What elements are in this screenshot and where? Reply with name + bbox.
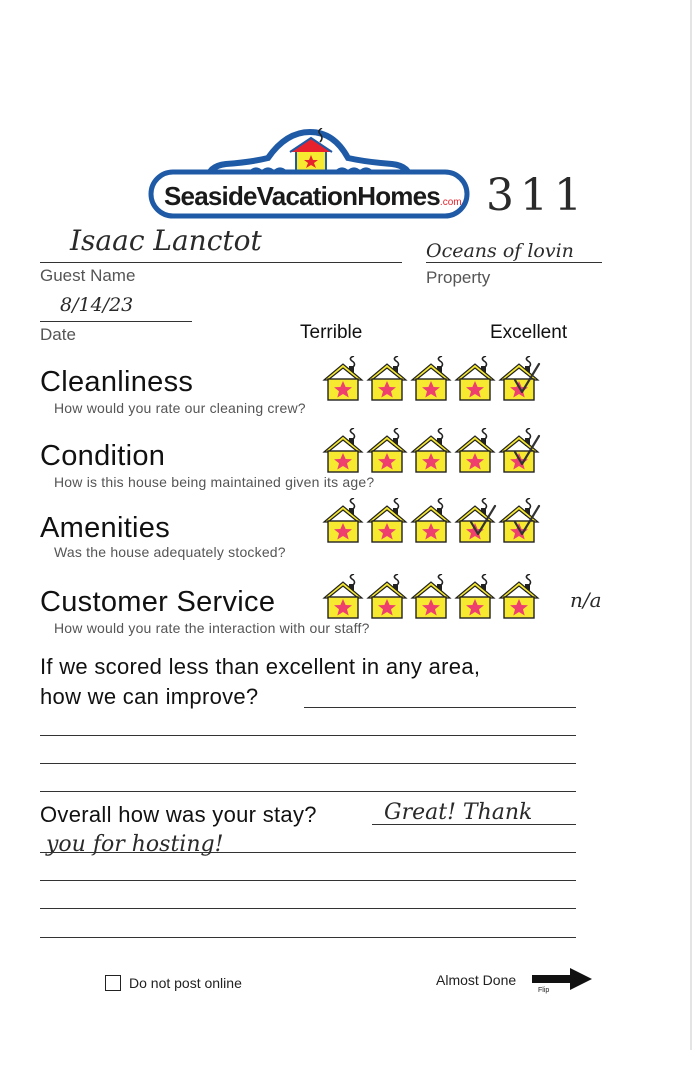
category-subtitle-cleanliness: How would you rate our cleaning crew? [54,400,306,416]
overall-answer-line-5[interactable] [40,937,576,938]
rating-house-icon[interactable] [366,428,408,474]
overall-answer-line1: Great! Thank [384,800,533,825]
rating-house-icon[interactable] [454,574,496,620]
rating-row-customer-service [322,574,540,620]
overall-answer-line-3[interactable] [40,880,576,881]
brand-suffix: .com [439,197,462,208]
improve-answer-line-2[interactable] [40,735,576,736]
improve-answer-line-1[interactable] [304,707,576,708]
brand-name: SeasideVacationHomes [164,181,440,211]
flip-label: Flip [538,987,550,994]
rating-house-icon[interactable] [366,574,408,620]
overall-answer-line-4[interactable] [40,908,576,909]
category-title-cleanliness: Cleanliness [40,366,194,398]
brand-logo [148,128,470,220]
scale-low-label: Terrible [300,322,363,343]
rating-house-icon[interactable] [410,498,452,544]
rating-house-icon[interactable] [410,356,452,402]
do-not-post-label: Do not post online [129,975,242,991]
rating-house-icon[interactable] [366,498,408,544]
rating-house-icon[interactable] [498,574,540,620]
overall-question: Overall how was your stay? [40,802,317,827]
guest-name-label: Guest Name [40,266,136,285]
improve-question-line1: If we scored less than excellent in any area, [40,654,481,679]
guest-name-value: Isaac Lanctot [70,224,262,257]
rating-house-icon[interactable] [366,356,408,402]
rating-house-icon[interactable] [322,356,364,402]
rating-house-icon[interactable] [498,498,540,544]
rating-house-icon[interactable] [454,356,496,402]
rating-house-icon[interactable] [322,498,364,544]
rating-house-icon[interactable] [410,574,452,620]
category-title-condition: Condition [40,440,166,472]
rating-row-cleanliness [322,356,540,402]
improve-question-line2: how we can improve? [40,684,259,709]
rating-house-icon[interactable] [454,428,496,474]
rating-house-icon[interactable] [410,428,452,474]
overall-answer-line-1[interactable] [372,824,576,825]
improve-answer-line-4[interactable] [40,791,576,792]
date-label: Date [40,325,76,344]
category-title-amenities: Amenities [40,512,171,544]
rating-house-icon[interactable] [498,428,540,474]
overall-answer-line-2[interactable] [40,852,576,853]
property-line [426,262,602,263]
property-value: Oceans of lovin [426,240,574,262]
rating-house-icon[interactable] [454,498,496,544]
rating-row-amenities [322,498,540,544]
category-subtitle-condition: How is this house being maintained given its age? [54,474,375,490]
guest-name-line [40,262,402,263]
improve-answer-line-3[interactable] [40,763,576,764]
category-title-customer-service: Customer Service [40,586,276,618]
customer-service-note: n/a [570,588,602,612]
date-value: 8/14/23 [60,294,134,316]
category-subtitle-customer-service: How would you rate the interaction with our staff? [54,620,370,636]
rating-house-icon[interactable] [322,574,364,620]
do-not-post-checkbox[interactable] [105,975,121,991]
rating-house-icon[interactable] [498,356,540,402]
almost-done-label: Almost Done [436,972,517,988]
scale-high-label: Excellent [490,322,568,343]
date-line [40,321,192,322]
property-label: Property [426,268,491,287]
rating-row-condition [322,428,540,474]
form-number: 311 [486,170,588,221]
overall-answer-line2: you for hosting! [46,832,224,857]
category-subtitle-amenities: Was the house adequately stocked? [54,544,286,560]
rating-house-icon[interactable] [322,428,364,474]
